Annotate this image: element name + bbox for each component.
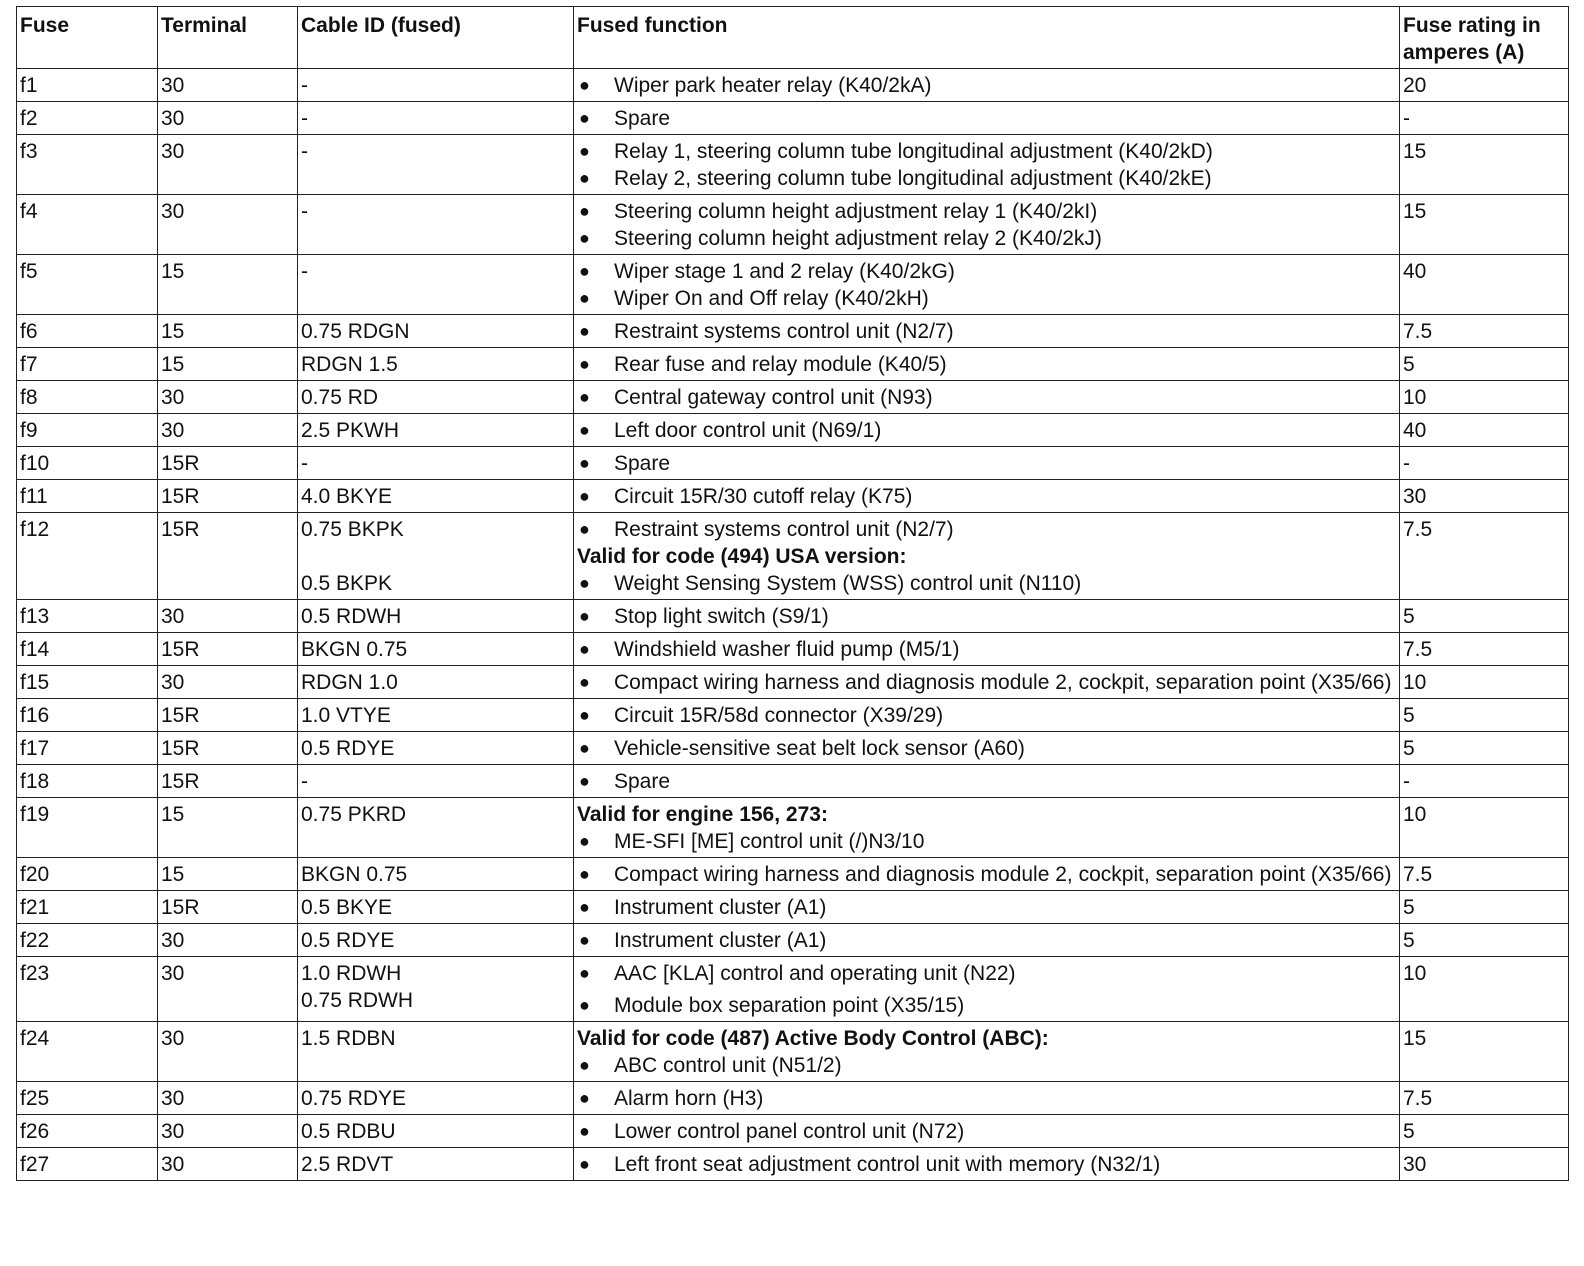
- terminal-cell: 15R: [158, 447, 298, 480]
- function-item: [577, 636, 1397, 663]
- fuse-cell: f8: [17, 381, 158, 414]
- fuse-cell: f24: [17, 1022, 158, 1082]
- cable-cell: [298, 924, 574, 957]
- cable-cell: [298, 69, 574, 102]
- function-text: Wiper stage 1 and 2 relay (K40/2kG): [614, 260, 955, 283]
- cable-cell: [298, 1148, 574, 1181]
- header-terminal: Terminal: [158, 7, 298, 69]
- function-item: [577, 258, 1397, 285]
- table-row: [17, 255, 1569, 315]
- cable-cell: [298, 633, 574, 666]
- fuse-cell: f20: [17, 858, 158, 891]
- function-text: AAC [KLA] control and operating unit (N22): [614, 962, 1016, 985]
- function-text: Steering column height adjustment relay 1 (K40/2kI): [614, 200, 1098, 223]
- table-row: [17, 1082, 1569, 1115]
- cable-id: -: [301, 200, 308, 223]
- function-item: [577, 138, 1397, 165]
- bullet-icon: ●: [579, 420, 590, 440]
- cable-cell: [298, 1022, 574, 1082]
- fuse-rows: [17, 69, 1569, 1181]
- table-row: [17, 102, 1569, 135]
- bullet-icon: ●: [579, 168, 590, 188]
- function-item: [577, 351, 1397, 378]
- terminal-cell: 15R: [158, 513, 298, 600]
- function-item: [577, 960, 1397, 987]
- header-cable-id: Cable ID (fused): [298, 7, 574, 69]
- table-row: [17, 1148, 1569, 1181]
- function-item: [577, 165, 1397, 192]
- function-cell: [574, 102, 1400, 135]
- function-cell: [574, 924, 1400, 957]
- rating-cell: 10: [1400, 666, 1569, 699]
- bullet-icon: ●: [579, 1154, 590, 1174]
- function-item: [577, 1151, 1397, 1178]
- function-item: [577, 1118, 1397, 1145]
- function-item: [577, 735, 1397, 762]
- table-row: [17, 69, 1569, 102]
- bullet-icon: ●: [579, 606, 590, 626]
- table-row: [17, 480, 1569, 513]
- rating-cell: 20: [1400, 69, 1569, 102]
- function-text: Left door control unit (N69/1): [614, 419, 882, 442]
- rating-cell: 7.5: [1400, 315, 1569, 348]
- terminal-cell: 15: [158, 858, 298, 891]
- terminal-cell: 30: [158, 1082, 298, 1115]
- function-text: Restraint systems control unit (N2/7): [614, 518, 954, 541]
- cable-cell: [298, 699, 574, 732]
- fuse-cell: f1: [17, 69, 158, 102]
- fuse-cell: f26: [17, 1115, 158, 1148]
- rating-cell: 7.5: [1400, 633, 1569, 666]
- function-cell: [574, 858, 1400, 891]
- function-cell: [574, 381, 1400, 414]
- cable-id: 1.5 RDBN: [301, 1027, 396, 1050]
- function-cell: [574, 765, 1400, 798]
- cable-cell: [298, 765, 574, 798]
- cable-id: 0.5 BKYE: [301, 896, 393, 919]
- rating-cell: 7.5: [1400, 1082, 1569, 1115]
- function-item: [577, 483, 1397, 510]
- cable-cell: [298, 315, 574, 348]
- function-item: [577, 72, 1397, 99]
- table-row: [17, 600, 1569, 633]
- terminal-cell: 30: [158, 957, 298, 1022]
- function-item: [577, 384, 1397, 411]
- terminal-cell: 15R: [158, 765, 298, 798]
- function-text: Lower control panel control unit (N72): [614, 1120, 965, 1143]
- rating-cell: 5: [1400, 600, 1569, 633]
- function-cell: [574, 1082, 1400, 1115]
- function-text: Module box separation point (X35/15): [614, 994, 965, 1017]
- rating-cell: 40: [1400, 255, 1569, 315]
- function-text: Weight Sensing System (WSS) control unit (N110): [614, 572, 1082, 595]
- function-cell: [574, 699, 1400, 732]
- fuse-cell: f22: [17, 924, 158, 957]
- rating-cell: -: [1400, 447, 1569, 480]
- fuse-cell: f7: [17, 348, 158, 381]
- fuse-cell: f9: [17, 414, 158, 447]
- function-cell: [574, 732, 1400, 765]
- function-item: [577, 992, 1397, 1019]
- terminal-cell: 30: [158, 69, 298, 102]
- terminal-cell: 15R: [158, 732, 298, 765]
- rating-cell: 5: [1400, 1115, 1569, 1148]
- table-row: [17, 381, 1569, 414]
- validity-note: Valid for code (487) Active Body Control (ABC):: [577, 1027, 1049, 1050]
- function-item: [577, 828, 1397, 855]
- bullet-icon: ●: [579, 771, 590, 791]
- terminal-cell: 15: [158, 315, 298, 348]
- header-fused-function: Fused function: [574, 7, 1400, 69]
- rating-cell: 10: [1400, 381, 1569, 414]
- cable-id: 2.5 PKWH: [301, 419, 400, 442]
- cable-id: -: [301, 74, 308, 97]
- fuse-cell: f18: [17, 765, 158, 798]
- function-cell: [574, 666, 1400, 699]
- function-cell: [574, 513, 1400, 600]
- function-cell: [574, 315, 1400, 348]
- function-item: [577, 894, 1397, 921]
- function-item: [577, 669, 1397, 696]
- function-item: [577, 603, 1397, 630]
- bullet-icon: ●: [579, 930, 590, 950]
- cable-cell: [298, 102, 574, 135]
- validity-note: Valid for engine 156, 273:: [577, 803, 828, 826]
- function-item: [577, 1052, 1397, 1079]
- cable-id: [301, 543, 571, 570]
- cable-cell: [298, 381, 574, 414]
- terminal-cell: 30: [158, 102, 298, 135]
- cable-cell: [298, 666, 574, 699]
- bullet-icon: ●: [579, 108, 590, 128]
- cable-id: 2.5 RDVT: [301, 1153, 394, 1176]
- cable-cell: [298, 858, 574, 891]
- fuse-cell: f21: [17, 891, 158, 924]
- cable-id: 1.0 RDWH: [301, 962, 402, 985]
- function-text: Alarm horn (H3): [614, 1087, 764, 1110]
- fuse-cell: f12: [17, 513, 158, 600]
- table-row: [17, 513, 1569, 600]
- cable-cell: [298, 135, 574, 195]
- table-row: [17, 765, 1569, 798]
- cable-id: 1.0 VTYE: [301, 704, 391, 727]
- function-item: [577, 516, 1397, 543]
- bullet-icon: ●: [579, 486, 590, 506]
- function-cell: [574, 255, 1400, 315]
- function-item: [577, 702, 1397, 729]
- rating-cell: 5: [1400, 348, 1569, 381]
- function-item: [577, 1085, 1397, 1112]
- cable-id: 0.5 RDYE: [301, 737, 395, 760]
- header-fuse-rating: Fuse rating in amperes (A): [1400, 7, 1569, 69]
- cable-id: RDGN 1.5: [301, 353, 398, 376]
- rating-cell: -: [1400, 765, 1569, 798]
- cable-cell: [298, 957, 574, 1022]
- rating-cell: 7.5: [1400, 513, 1569, 600]
- function-cell: [574, 633, 1400, 666]
- rating-cell: 15: [1400, 195, 1569, 255]
- terminal-cell: 30: [158, 414, 298, 447]
- function-item: [577, 417, 1397, 444]
- function-text: Restraint systems control unit (N2/7): [614, 320, 954, 343]
- bullet-icon: ●: [579, 995, 590, 1015]
- cable-id: 0.5 RDYE: [301, 929, 395, 952]
- validity-note: Valid for code (494) USA version:: [577, 545, 907, 568]
- function-cell: [574, 414, 1400, 447]
- header-row: [17, 7, 1569, 69]
- cable-id: -: [301, 770, 308, 793]
- cable-id: 4.0 BKYE: [301, 485, 393, 508]
- table-row: [17, 633, 1569, 666]
- function-item: [577, 927, 1397, 954]
- terminal-cell: 30: [158, 1148, 298, 1181]
- bullet-icon: ●: [579, 1055, 590, 1075]
- bullet-icon: ●: [579, 321, 590, 341]
- cable-cell: [298, 891, 574, 924]
- bullet-icon: ●: [579, 672, 590, 692]
- bullet-icon: ●: [579, 864, 590, 884]
- bullet-icon: ●: [579, 573, 590, 593]
- cable-cell: [298, 798, 574, 858]
- rating-cell: 5: [1400, 924, 1569, 957]
- fuse-cell: f15: [17, 666, 158, 699]
- cable-id: 0.75 RDGN: [301, 320, 410, 343]
- function-text: Instrument cluster (A1): [614, 929, 827, 952]
- bullet-icon: ●: [579, 387, 590, 407]
- rating-cell: 30: [1400, 480, 1569, 513]
- function-item: [577, 198, 1397, 225]
- bullet-icon: ●: [579, 141, 590, 161]
- function-cell: [574, 957, 1400, 1022]
- function-item: [577, 225, 1397, 252]
- rating-cell: 10: [1400, 798, 1569, 858]
- cable-id: 0.75 BKPK: [301, 518, 404, 541]
- fuse-cell: f16: [17, 699, 158, 732]
- function-item: [577, 861, 1397, 888]
- function-text: Spare: [614, 770, 671, 793]
- terminal-cell: 15R: [158, 891, 298, 924]
- function-item: [577, 570, 1397, 597]
- cable-id: BKGN 0.75: [301, 863, 408, 886]
- cable-cell: [298, 1082, 574, 1115]
- bullet-icon: ●: [579, 639, 590, 659]
- fuse-cell: f17: [17, 732, 158, 765]
- header-fuse: Fuse: [17, 7, 158, 69]
- cable-id: 0.5 BKPK: [301, 572, 393, 595]
- rating-cell: 15: [1400, 135, 1569, 195]
- fuse-cell: f10: [17, 447, 158, 480]
- function-text: Compact wiring harness and diagnosis module 2, cockpit, separation point (X35/66): [614, 671, 1392, 694]
- bullet-icon: ●: [579, 519, 590, 539]
- fuse-cell: f27: [17, 1148, 158, 1181]
- fuse-cell: f13: [17, 600, 158, 633]
- table-row: [17, 315, 1569, 348]
- cable-id: -: [301, 452, 308, 475]
- rating-cell: 40: [1400, 414, 1569, 447]
- table-row: [17, 798, 1569, 858]
- function-cell: [574, 1148, 1400, 1181]
- bullet-icon: ●: [579, 1088, 590, 1108]
- terminal-cell: 15: [158, 348, 298, 381]
- cable-id: 0.75 RDYE: [301, 1087, 407, 1110]
- function-text: Vehicle-sensitive seat belt lock sensor (A60): [614, 737, 1025, 760]
- bullet-icon: ●: [579, 963, 590, 983]
- terminal-cell: 30: [158, 1115, 298, 1148]
- cable-id: 0.5 RDWH: [301, 605, 402, 628]
- cable-id: 0.5 RDBU: [301, 1120, 396, 1143]
- table-row: [17, 195, 1569, 255]
- function-text: Windshield washer fluid pump (M5/1): [614, 638, 960, 661]
- terminal-cell: 30: [158, 666, 298, 699]
- table-row: [17, 699, 1569, 732]
- bullet-icon: ●: [579, 453, 590, 473]
- bullet-icon: ●: [579, 831, 590, 851]
- cable-cell: [298, 513, 574, 600]
- fuse-cell: f3: [17, 135, 158, 195]
- bullet-icon: ●: [579, 354, 590, 374]
- cable-cell: [298, 447, 574, 480]
- function-item: [577, 318, 1397, 345]
- cable-cell: [298, 732, 574, 765]
- cable-id: 0.75 RD: [301, 386, 379, 409]
- rating-cell: 15: [1400, 1022, 1569, 1082]
- cable-cell: [298, 414, 574, 447]
- terminal-cell: 30: [158, 195, 298, 255]
- rating-cell: 5: [1400, 732, 1569, 765]
- function-item: [577, 450, 1397, 477]
- rating-cell: 7.5: [1400, 858, 1569, 891]
- cable-id: -: [301, 260, 308, 283]
- cable-id: 0.75 RDWH: [301, 989, 414, 1012]
- bullet-icon: ●: [579, 1121, 590, 1141]
- function-cell: [574, 600, 1400, 633]
- terminal-cell: 30: [158, 924, 298, 957]
- function-text: Wiper On and Off relay (K40/2kH): [614, 287, 929, 310]
- rating-cell: 10: [1400, 957, 1569, 1022]
- cable-id: -: [301, 107, 308, 130]
- function-text: Relay 2, steering column tube longitudinal adjustment (K40/2kE): [614, 167, 1212, 190]
- cable-id: BKGN 0.75: [301, 638, 408, 661]
- function-item: [577, 105, 1397, 132]
- table-row: [17, 135, 1569, 195]
- terminal-cell: 30: [158, 381, 298, 414]
- fuse-cell: f14: [17, 633, 158, 666]
- bullet-icon: ●: [579, 75, 590, 95]
- function-cell: [574, 447, 1400, 480]
- function-text: Rear fuse and relay module (K40/5): [614, 353, 947, 376]
- function-cell: [574, 480, 1400, 513]
- terminal-cell: 15R: [158, 699, 298, 732]
- function-text: Spare: [614, 452, 671, 475]
- terminal-cell: 15: [158, 255, 298, 315]
- function-text: Relay 1, steering column tube longitudinal adjustment (K40/2kD): [614, 140, 1213, 163]
- cable-cell: [298, 1115, 574, 1148]
- function-text: Instrument cluster (A1): [614, 896, 827, 919]
- terminal-cell: 30: [158, 1022, 298, 1082]
- fuse-cell: f25: [17, 1082, 158, 1115]
- fuse-cell: f19: [17, 798, 158, 858]
- terminal-cell: 30: [158, 600, 298, 633]
- table-row: [17, 924, 1569, 957]
- table-row: [17, 666, 1569, 699]
- function-text: Steering column height adjustment relay 2 (K40/2kJ): [614, 227, 1102, 250]
- table-row: [17, 414, 1569, 447]
- function-cell: [574, 1115, 1400, 1148]
- table-row: [17, 348, 1569, 381]
- fuse-cell: f23: [17, 957, 158, 1022]
- function-text: Circuit 15R/58d connector (X39/29): [614, 704, 944, 727]
- function-cell: [574, 195, 1400, 255]
- cable-cell: [298, 480, 574, 513]
- table-row: [17, 732, 1569, 765]
- cable-id: RDGN 1.0: [301, 671, 398, 694]
- table-row: [17, 891, 1569, 924]
- rating-cell: 5: [1400, 891, 1569, 924]
- table-row: [17, 858, 1569, 891]
- function-text: Left front seat adjustment control unit with memory (N32/1): [614, 1153, 1161, 1176]
- fuse-cell: f11: [17, 480, 158, 513]
- bullet-icon: ●: [579, 738, 590, 758]
- cable-cell: [298, 348, 574, 381]
- table-row: [17, 1022, 1569, 1082]
- function-cell: [574, 1022, 1400, 1082]
- function-cell: [574, 891, 1400, 924]
- rating-cell: 5: [1400, 699, 1569, 732]
- function-cell: [574, 135, 1400, 195]
- cable-id: -: [301, 140, 308, 163]
- function-text: Compact wiring harness and diagnosis module 2, cockpit, separation point (X35/66): [614, 863, 1392, 886]
- terminal-cell: 30: [158, 135, 298, 195]
- bullet-icon: ●: [579, 228, 590, 248]
- terminal-cell: 15R: [158, 633, 298, 666]
- cable-cell: [298, 255, 574, 315]
- function-cell: [574, 348, 1400, 381]
- fuse-cell: f6: [17, 315, 158, 348]
- rating-cell: -: [1400, 102, 1569, 135]
- fuse-cell: f4: [17, 195, 158, 255]
- terminal-cell: 15R: [158, 480, 298, 513]
- fuse-cell: f5: [17, 255, 158, 315]
- cable-cell: [298, 600, 574, 633]
- function-cell: [574, 69, 1400, 102]
- bullet-icon: ●: [579, 201, 590, 221]
- terminal-cell: 15: [158, 798, 298, 858]
- function-text: Stop light switch (S9/1): [614, 605, 829, 628]
- fuse-table: [16, 6, 1569, 1181]
- table-row: [17, 447, 1569, 480]
- function-text: ABC control unit (N51/2): [614, 1054, 842, 1077]
- rating-cell: 30: [1400, 1148, 1569, 1181]
- function-text: Central gateway control unit (N93): [614, 386, 933, 409]
- bullet-icon: ●: [579, 897, 590, 917]
- bullet-icon: ●: [579, 288, 590, 308]
- function-cell: [574, 798, 1400, 858]
- bullet-icon: ●: [579, 705, 590, 725]
- function-text: ME-SFI [ME] control unit (/)N3/10: [614, 830, 925, 853]
- function-text: Circuit 15R/30 cutoff relay (K75): [614, 485, 913, 508]
- function-text: Spare: [614, 107, 671, 130]
- bullet-icon: ●: [579, 261, 590, 281]
- cable-id: 0.75 PKRD: [301, 803, 407, 826]
- fuse-cell: f2: [17, 102, 158, 135]
- function-item: [577, 285, 1397, 312]
- cable-cell: [298, 195, 574, 255]
- table-row: [17, 957, 1569, 1022]
- function-item: [577, 768, 1397, 795]
- table-row: [17, 1115, 1569, 1148]
- function-text: Wiper park heater relay (K40/2kA): [614, 74, 932, 97]
